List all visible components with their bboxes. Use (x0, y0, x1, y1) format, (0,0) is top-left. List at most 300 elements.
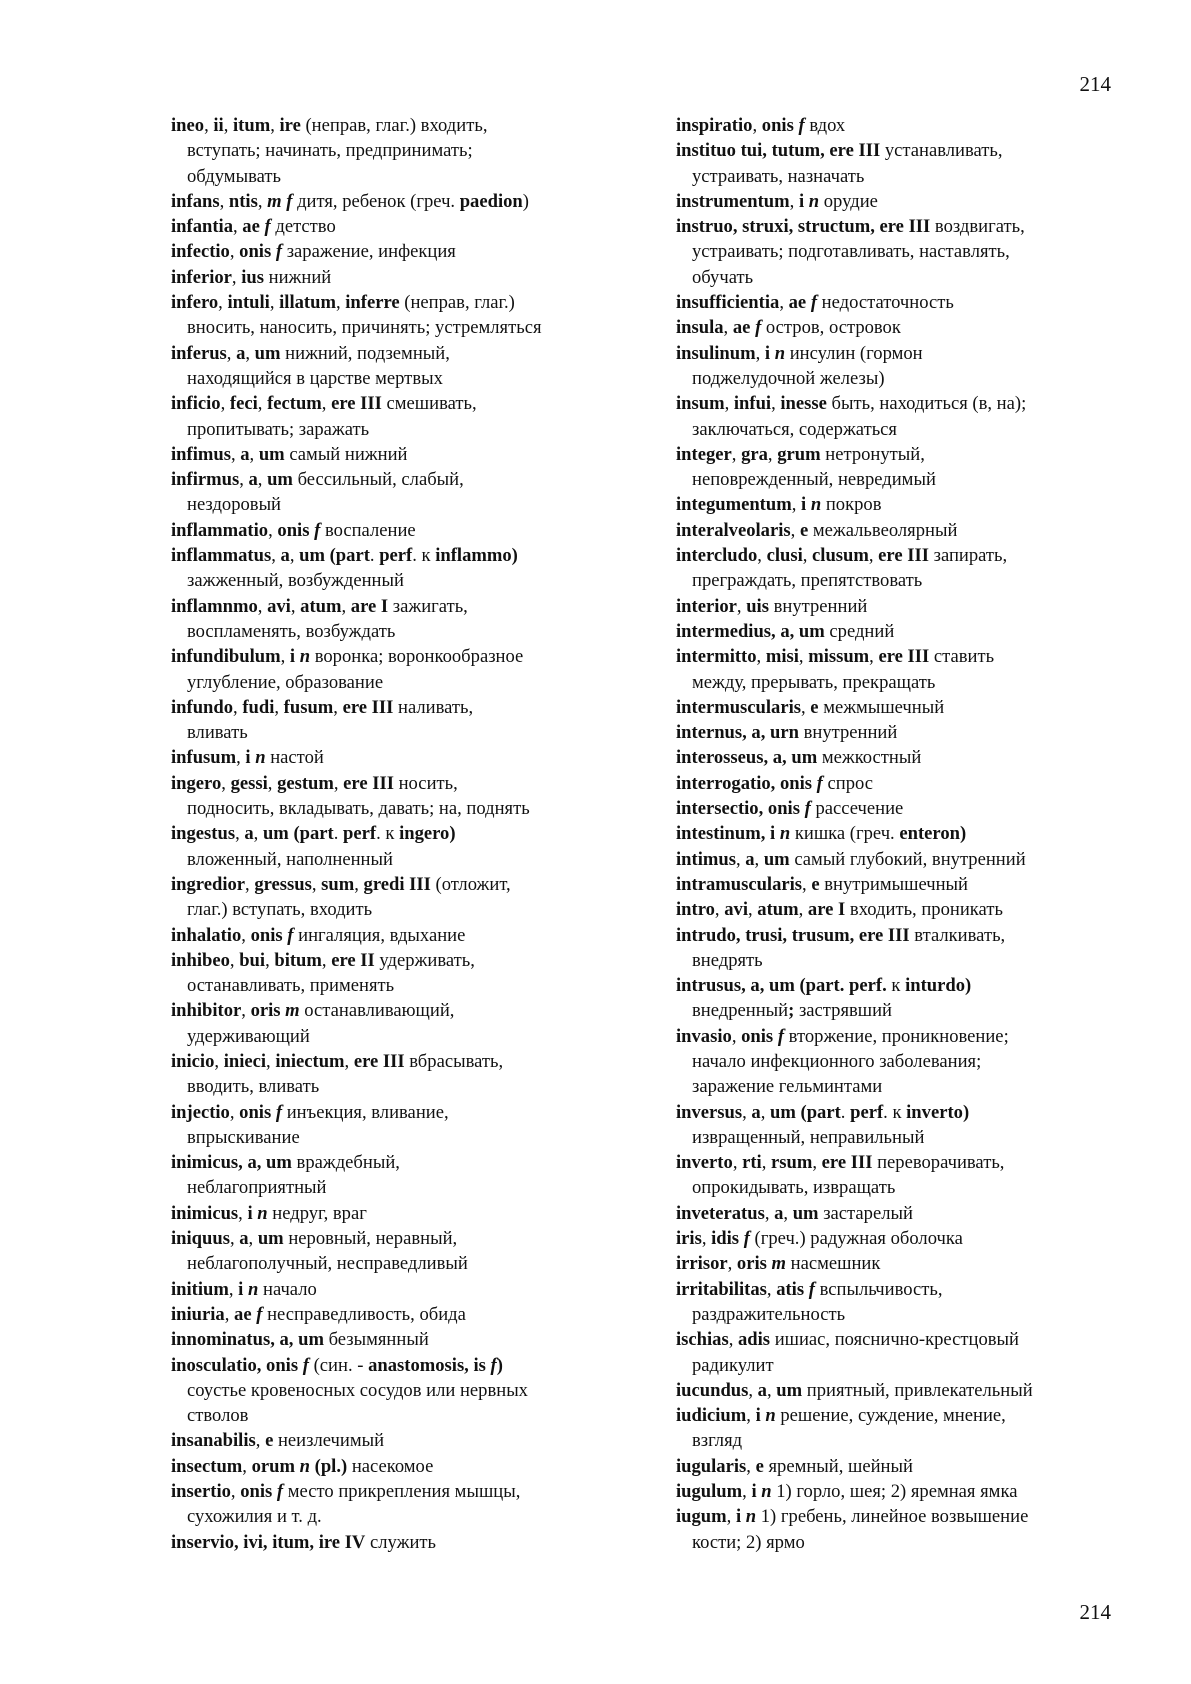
entry-text: , (233, 216, 243, 238)
entry-headword-part: a (751, 1101, 761, 1123)
entry-text: враждебный, (291, 1152, 400, 1174)
entry-headword-part: illatum (279, 292, 336, 314)
entry-text: , (249, 443, 259, 465)
entry-text: устраивать; подготавливать, наставлять, (692, 241, 1010, 263)
entry-headword-part: inverto) (906, 1101, 970, 1123)
entry-text: , (270, 115, 280, 136)
dictionary-entry (676, 897, 1116, 922)
entry-text: заражение гельминтами (692, 1076, 883, 1098)
entry-text: , (269, 292, 280, 314)
entry-headword-part: rsum (771, 1152, 813, 1174)
entry-headword-part: rti (742, 1152, 762, 1174)
entry-headword-part: inflamnmo (171, 595, 258, 617)
entry-text: решение, суждение, мнение, (775, 1405, 1006, 1427)
entry-text: , (238, 1202, 248, 1224)
entry-text: , (253, 823, 263, 845)
entry-headword-part: um (254, 342, 281, 364)
entry-text: застарелый (818, 1202, 913, 1224)
dictionary-entry (676, 771, 1116, 796)
entry-text: , (333, 696, 343, 718)
entry-gender-mark: n (779, 823, 791, 845)
entry-text: вбрасывать, (404, 1050, 504, 1072)
entry-text: , (311, 873, 322, 895)
entry-text: вливать (187, 722, 248, 744)
dictionary-entry (676, 290, 1116, 315)
entry-headword-part: inhalatio (171, 924, 242, 946)
entry-headword-part: iugum (676, 1506, 727, 1528)
entry-text: входить, проникать (845, 899, 1003, 921)
entry-text: неровный, неравный, (283, 1228, 458, 1250)
dictionary-entry (171, 1150, 661, 1201)
entry-headword-part: a (236, 342, 246, 364)
entry-text: , (736, 595, 747, 617)
entry-headword-part: intermedius, a, um (676, 620, 825, 642)
entry-headword-part: ; (788, 1000, 795, 1022)
entry-headword-part: i (764, 342, 771, 364)
entry-text: детство (270, 216, 336, 238)
entry-text: , (869, 646, 879, 668)
entry-gender-mark: f (743, 1228, 750, 1250)
entry-headword-part: inservio, ivi, itum, ire IV (171, 1531, 366, 1553)
entry-headword-part: (part (293, 823, 334, 845)
entry-headword-part: e (811, 873, 820, 895)
entry-headword-part: intermitto (676, 646, 757, 668)
entry-text: обдумывать (187, 165, 281, 187)
entry-text: (отложит, (430, 873, 511, 895)
entry-text: к (887, 1101, 907, 1123)
entry-headword-part: innominatus, a, um (171, 1329, 324, 1351)
entry-gender-mark: n (761, 1481, 772, 1503)
dictionary-entry (676, 619, 1116, 644)
entry-text: самый нижний (284, 443, 408, 465)
entry-headword-part: a (239, 1228, 249, 1250)
entry-headword-part: ingero (171, 772, 222, 794)
dictionary-entry (676, 1277, 1116, 1328)
entry-text: между, прерывать, прекращать (692, 671, 936, 693)
entry-headword-part: intercludo (676, 545, 758, 567)
entry-text: неблагополучный, несправедливый (187, 1253, 468, 1275)
entry-text: начало инфекционного заболевания; (692, 1050, 982, 1072)
entry-text: наливать, (393, 696, 474, 718)
entry-text: стволов (187, 1405, 249, 1427)
entry-text: 1) гребень, линейное возвышение (756, 1506, 1029, 1528)
entry-text: , (271, 545, 281, 567)
entry-text: , (868, 545, 879, 567)
entry-headword-part: avi (724, 899, 748, 921)
dictionary-entry (676, 796, 1116, 821)
entry-gender-mark: f (798, 115, 805, 136)
entry-text: запирать, (928, 545, 1008, 567)
entry-headword-part: i (751, 1481, 757, 1503)
entry-headword-part: a (745, 848, 755, 870)
entry-text: начало (258, 1278, 317, 1300)
entry-headword-part: insertio (171, 1481, 231, 1503)
entry-headword-part: insula (676, 317, 724, 339)
entry-gender-mark: f (287, 924, 294, 946)
entry-headword-part: intro (676, 899, 715, 921)
entry-headword-part: inosculatio, onis (171, 1354, 299, 1376)
entry-text: , (321, 949, 332, 971)
dictionary-entry (171, 214, 661, 239)
entry-text: , (783, 1202, 793, 1224)
entry-headword-part: inversus (676, 1101, 743, 1123)
entry-text: , (731, 443, 742, 465)
entry-text: место прикрепления мышцы, (283, 1481, 521, 1503)
entry-text: ингаляция, вдыхание (293, 924, 466, 946)
entry-headword-part: inverto (676, 1152, 733, 1174)
entry-text: переворачивать, (872, 1152, 1005, 1174)
dictionary-entry (676, 1226, 1116, 1251)
entry-text: нижний (263, 266, 332, 288)
entry-headword-part: ae (788, 292, 807, 314)
entry-text: . (333, 823, 339, 845)
entry-headword-part: infero (171, 292, 219, 314)
entry-text: межкостный (817, 747, 922, 769)
entry-text: инъекция, вливание, (282, 1101, 449, 1123)
entry-headword-part: inflammo) (435, 545, 518, 567)
entry-gender-mark: f (804, 798, 811, 820)
dictionary-entry (171, 1353, 661, 1429)
entry-text: зажженный, возбужденный (187, 570, 404, 592)
entry-headword-part: a (757, 1379, 767, 1401)
entry-gender-mark: m (285, 1000, 300, 1022)
entry-text: взгляд (692, 1430, 743, 1452)
dictionary-entry (171, 518, 661, 543)
entry-text: , (229, 1228, 240, 1250)
entry-headword-part: missum (808, 646, 870, 668)
entry-text: средний (824, 620, 895, 642)
dictionary-entry (171, 1049, 661, 1100)
entry-text: устраивать, назначать (692, 165, 865, 187)
entry-gender-mark: n (808, 190, 820, 212)
entry-headword-part: inimicus (171, 1202, 239, 1224)
dictionary-entry (676, 1327, 1116, 1378)
entry-text: инсулин (гормон (785, 342, 923, 364)
entry-headword-part: inspiratio (676, 115, 753, 136)
entry-headword-part: infusum (171, 747, 237, 769)
dictionary-entry (171, 1530, 661, 1555)
entry-gender-mark: f (755, 317, 762, 339)
dictionary-entry (171, 1428, 661, 1453)
entry-gender-mark: f (816, 772, 823, 794)
dictionary-entry (171, 594, 661, 645)
entry-headword-part: i (735, 1506, 742, 1528)
entry-text: (греч.) радужная оболочка (749, 1228, 963, 1250)
dictionary-entry (171, 1454, 661, 1479)
entry-headword-part: intersectio, onis (676, 798, 800, 820)
entry-headword-part: ingero) (399, 823, 456, 845)
dictionary-entry (676, 543, 1116, 594)
entry-headword-part: infans (171, 190, 220, 212)
entry-text: воздвигать, (930, 216, 1025, 238)
entry-headword-part: oris (736, 1253, 767, 1275)
entry-headword-part: ere III (353, 1050, 405, 1072)
entry-text: нижний, подземный, (280, 342, 450, 364)
entry-headword-part: itum (233, 115, 271, 136)
entry-text: , (714, 899, 725, 921)
entry-text: , (798, 646, 809, 668)
entry-headword-part: i (289, 646, 296, 668)
entry-headword-part: onis (277, 519, 310, 541)
entry-text: , (266, 1050, 276, 1072)
dictionary-entry (676, 1403, 1116, 1454)
entry-headword-part: e (810, 696, 819, 718)
entry-headword-part: onis (239, 241, 272, 263)
entry-headword-part: atum (300, 595, 342, 617)
entry-text: насекомое (347, 1455, 434, 1477)
entry-text: вторжение, проникновение; (784, 1025, 1009, 1047)
entry-text: , (230, 443, 241, 465)
entry-headword-part: ingredior (171, 873, 246, 895)
entry-headword-part: onis (761, 115, 794, 136)
entry-text: , (226, 342, 237, 364)
entry-text: , (812, 1152, 822, 1174)
dictionary-entry (676, 695, 1116, 720)
entry-headword-part: atis (776, 1278, 805, 1300)
page-number-top: 214 (1079, 72, 1111, 96)
entry-gender-mark: f (314, 519, 321, 541)
entry-text: внутренний (768, 595, 868, 617)
entry-headword-part: infirmus (171, 469, 240, 491)
entry-text: вводить, вливать (187, 1076, 320, 1098)
entry-headword-part: gessi (230, 772, 268, 794)
dictionary-entry (676, 847, 1116, 872)
entry-headword-part: um (763, 848, 790, 870)
entry-headword-part: ere III (878, 646, 930, 668)
dictionary-entry (676, 923, 1116, 974)
entry-headword-part: um (776, 1379, 803, 1401)
entry-gender-mark: n (257, 1202, 268, 1224)
entry-text: , (754, 848, 764, 870)
dictionary-entry (676, 1024, 1116, 1100)
entry-headword-part: i (755, 1405, 761, 1427)
dictionary-entry (676, 518, 1116, 543)
entry-headword-part: i (247, 1202, 253, 1224)
entry-text: останавливающий, (299, 1000, 455, 1022)
entry-text: застрявший (794, 1000, 892, 1022)
dictionary-entry (676, 1251, 1116, 1276)
entry-gender-mark: f (490, 1354, 497, 1376)
entry-headword-part: paedion (459, 190, 523, 212)
entry-text: . (883, 1101, 888, 1123)
entry-text: яремный, шейный (763, 1455, 913, 1477)
entry-headword-part: gredi III (363, 873, 431, 895)
entry-text: воспламенять, возбуждать (187, 620, 396, 642)
entry-text: нездоровый (187, 494, 282, 516)
entry-headword-part: integer (676, 443, 732, 465)
entry-headword-part: e (799, 519, 809, 541)
dictionary-entry (676, 113, 1116, 138)
entry-text: самый глубокий, внутренний (789, 848, 1026, 870)
entry-text: удерживающий (187, 1025, 310, 1047)
entry-headword-part: e (755, 1455, 764, 1477)
entry-text: к (380, 823, 400, 845)
entry-gender-mark: m (771, 1253, 786, 1275)
dictionary-entry (676, 1479, 1116, 1504)
entry-headword-part: inficio (171, 393, 221, 415)
dictionary-entry (171, 113, 661, 189)
entry-gender-mark: f (275, 1101, 283, 1123)
entry-text: , (735, 848, 746, 870)
dictionary-entry (676, 745, 1116, 770)
entry-text: служить (365, 1531, 437, 1553)
entry-headword-part: interalveolaris (676, 519, 791, 541)
entry-headword-part: injectio (171, 1101, 230, 1123)
dictionary-entry (676, 442, 1116, 493)
entry-text: , (727, 1253, 737, 1275)
entry-text: , (746, 1455, 756, 1477)
entry-text: , (742, 1481, 752, 1503)
entry-text: (син. - (308, 1354, 369, 1376)
entry-text: , (701, 1228, 712, 1250)
entry-headword-part: perf (338, 823, 377, 845)
entry-text: вложенный, наполненный (187, 848, 393, 870)
entry-text: внедрять (692, 949, 763, 971)
dictionary-entry (171, 341, 661, 392)
entry-text: , (223, 115, 233, 136)
entry-text: , (731, 1025, 742, 1047)
dictionary-column-right (676, 113, 1116, 1555)
entry-headword-part: inflammatus (171, 545, 272, 567)
entry-headword-part: gestum (277, 772, 334, 794)
entry-headword-part: um (770, 1101, 796, 1123)
dictionary-entry (676, 1100, 1116, 1151)
entry-headword-part: irrisor (676, 1253, 728, 1275)
dictionary-entry (171, 265, 661, 290)
entry-headword-part: iniuria (171, 1303, 225, 1325)
entry-text: останавливать, применять (187, 975, 395, 997)
entry-text: ишиас, пояснично-крестцовый (770, 1329, 1020, 1351)
entry-text: , (235, 823, 245, 845)
entry-headword-part: intramuscularis (676, 873, 803, 895)
entry-headword-part: ere II (331, 949, 375, 971)
entry-text: соустье кровеносных сосудов или нервных (187, 1379, 528, 1401)
entry-text: недруг, враг (267, 1202, 367, 1224)
entry-text: , (230, 1481, 241, 1503)
entry-text: извращенный, неправильный (692, 1126, 925, 1148)
entry-text: заражение, инфекция (282, 241, 456, 263)
entry-text: , (245, 873, 255, 895)
dictionary-entry (676, 821, 1116, 846)
entry-text: , (341, 595, 351, 617)
entry-headword-part: are I (807, 899, 846, 921)
entry-headword-part: ischias (676, 1329, 729, 1351)
entry-text: , (241, 1000, 251, 1022)
entry-text: , (233, 696, 243, 718)
entry-gender-mark: f (808, 1278, 815, 1300)
dictionary-entry (171, 239, 661, 264)
entry-text: заключаться, содержаться (692, 418, 897, 440)
dictionary-entry (171, 189, 661, 214)
entry-headword-part: inflammatio (171, 519, 269, 541)
dictionary-entry (171, 442, 661, 467)
entry-headword-part: (part (329, 545, 370, 567)
entry-headword-part: iniquus (171, 1228, 230, 1250)
entry-text: , (335, 292, 346, 314)
entry-text: зажигать, (388, 595, 468, 617)
entry-headword-part: ii (213, 115, 224, 136)
entry-headword-part: (pl.) (314, 1455, 348, 1477)
entry-gender-mark: n (299, 646, 311, 668)
entry-text: , (231, 266, 242, 288)
entry-headword-part: iucundus (676, 1379, 749, 1401)
dictionary-entry (171, 1226, 661, 1277)
entry-text: спрос (822, 772, 874, 794)
entry-gender-mark: f (275, 241, 283, 263)
entry-text: обучать (692, 266, 754, 288)
entry-text: безымянный (323, 1329, 429, 1351)
dictionary-entry (171, 467, 661, 518)
entry-text: , (257, 469, 268, 491)
entry-headword-part: intestinum, i (676, 823, 776, 845)
entry-headword-part: infui (733, 393, 772, 415)
entry-headword-part: idis (711, 1228, 740, 1250)
entry-text: недостаточность (817, 292, 954, 314)
entry-text: (неправ, глаг.) входить, (300, 115, 488, 136)
entry-headword-part: e (265, 1430, 274, 1452)
entry-text: , (802, 545, 813, 567)
entry-text: раздражительность (692, 1303, 846, 1325)
entry-text: дитя, ребенок (греч. (292, 190, 460, 212)
entry-text: . (376, 823, 381, 845)
entry-headword-part: um (257, 1228, 284, 1250)
entry-text: , (757, 545, 767, 567)
entry-headword-part: onis (240, 1481, 273, 1503)
entry-text: , (723, 317, 733, 339)
entry-text: покров (821, 494, 882, 516)
entry-headword-part: infantia (171, 216, 233, 238)
entry-headword-part: inesse (780, 393, 827, 415)
dictionary-entry (171, 872, 661, 923)
entry-text: . (369, 545, 375, 567)
entry-gender-mark: n (765, 1405, 776, 1427)
entry-headword-part: inimicus, a, um (171, 1152, 292, 1174)
entry-text: вталкивать, (909, 924, 1006, 946)
entry-headword-part: instrumentum (676, 190, 790, 212)
dictionary-entry (171, 948, 661, 999)
dictionary-entry (171, 1201, 661, 1226)
entry-text: неблагоприятный (187, 1177, 327, 1199)
entry-gender-mark: f (302, 1354, 309, 1376)
entry-text: находящийся в царстве мертвых (187, 367, 443, 389)
entry-headword-part: ere III (343, 772, 394, 794)
entry-headword-part: perf (374, 545, 413, 567)
entry-text: , (779, 292, 789, 314)
entry-text: , (748, 1379, 758, 1401)
entry-text: , (354, 873, 364, 895)
entry-text: приятный, привлекательный (802, 1379, 1033, 1401)
entry-headword-part: sum (321, 873, 355, 895)
entry-headword-part: insulinum (676, 342, 756, 364)
entry-text: , (221, 772, 231, 794)
dictionary-entry (676, 391, 1116, 442)
entry-text: неповрежденный, невредимый (692, 469, 936, 491)
entry-headword-part: fusum (283, 696, 334, 718)
dictionary-entry (676, 720, 1116, 745)
entry-headword-part: a (774, 1202, 784, 1224)
entry-text: вступать; начинать, предпринимать; (187, 140, 473, 162)
dictionary-entry (171, 644, 661, 695)
dictionary-entry (171, 1302, 661, 1327)
entry-headword-part: ire (279, 115, 301, 136)
dictionary-entry (676, 315, 1116, 340)
entry-text: ) (522, 190, 529, 212)
entry-headword-part: insum (676, 393, 725, 415)
entry-text: ставить (929, 646, 995, 668)
entry-text: радикулит (692, 1354, 774, 1376)
entry-headword-part: ae (242, 216, 260, 238)
dictionary-entry (171, 391, 661, 442)
